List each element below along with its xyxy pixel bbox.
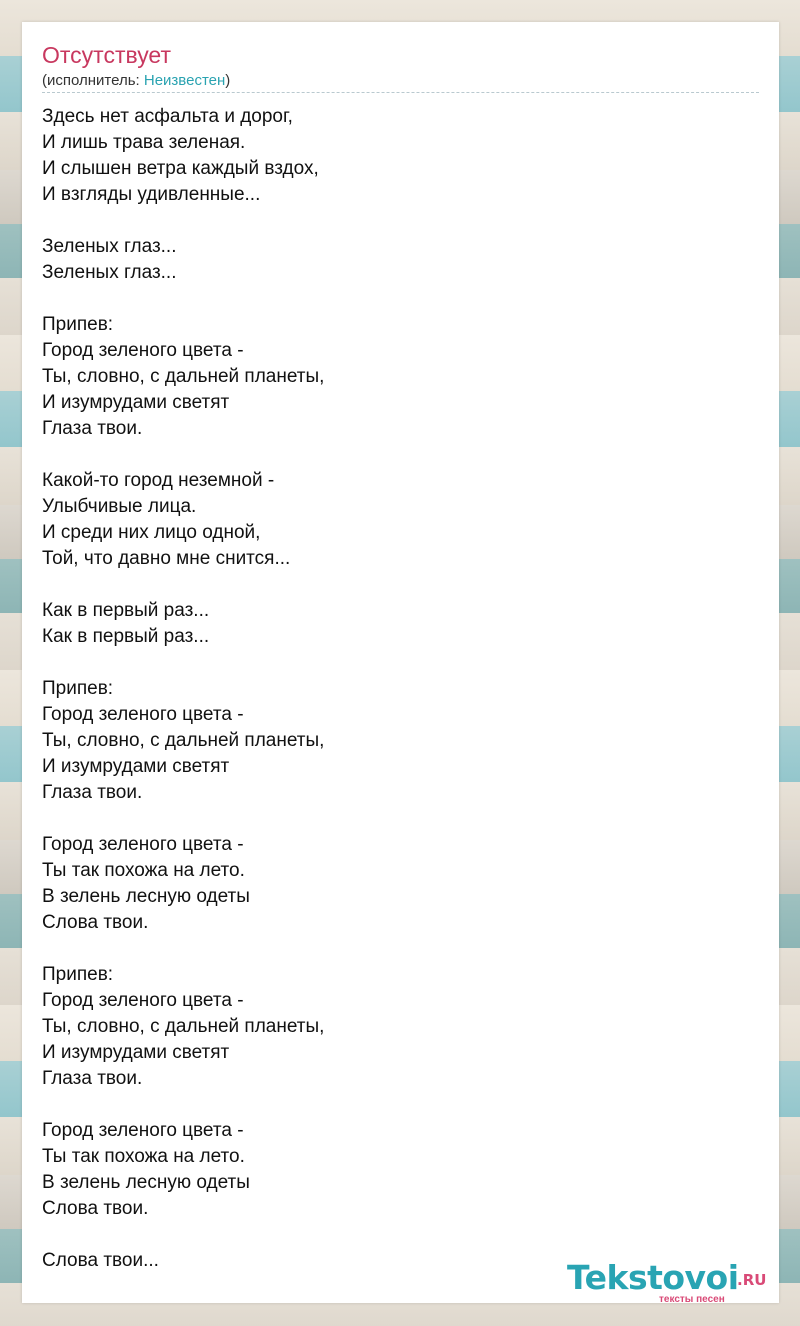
lyrics-line: И изумрудами светят — [42, 1042, 230, 1063]
logo-subtitle: тексты песен — [659, 1294, 725, 1305]
lyrics-line: Ты, словно, с дальней планеты, — [42, 1016, 325, 1037]
lyrics-stanza — [42, 104, 324, 208]
lyrics-line: Припев: — [42, 678, 114, 699]
lyrics-stanza — [42, 598, 324, 650]
lyrics-line: Глаза твои. — [42, 418, 143, 439]
lyrics-line: В зелень лесную одеты — [42, 1172, 250, 1193]
lyrics-line: И изумрудами светят — [42, 756, 230, 777]
lyrics-line: Город зеленого цвета - — [42, 704, 244, 725]
lyrics-line: И слышен ветра каждый вздох, — [42, 158, 319, 179]
lyrics-stanza — [42, 234, 324, 286]
lyrics-line: Той, что давно мне снится... — [42, 548, 291, 569]
logo-domain: .RU — [737, 1271, 767, 1289]
lyrics-stanza — [42, 312, 324, 442]
lyrics-line: И изумрудами светят — [42, 392, 230, 413]
lyrics-line: И среди них лицо одной, — [42, 522, 261, 543]
lyrics-line: Ты так похожа на лето. — [42, 1146, 245, 1167]
lyrics-line: Глаза твои. — [42, 782, 143, 803]
site-logo[interactable] — [567, 1258, 777, 1308]
lyrics-stanza — [42, 676, 324, 806]
lyrics-line: Зеленых глаз... — [42, 236, 177, 257]
song-title: Отсутствует — [42, 42, 171, 68]
lyrics-line: Припев: — [42, 314, 114, 335]
lyrics-line: Слова твои. — [42, 1198, 149, 1219]
lyrics-line: В зелень лесную одеты — [42, 886, 250, 907]
lyrics-stanza — [42, 962, 324, 1092]
logo-wordmark: Tekstovoi — [567, 1258, 739, 1297]
lyrics-line: Слова твои. — [42, 912, 149, 933]
lyrics-line: Как в первый раз... — [42, 600, 210, 621]
lyrics-line: Город зеленого цвета - — [42, 340, 244, 361]
lyrics-line: Город зеленого цвета - — [42, 834, 244, 855]
lyrics-line: И лишь трава зеленая. — [42, 132, 246, 153]
lyrics-line: Глаза твои. — [42, 1068, 143, 1089]
lyrics-line: Город зеленого цвета - — [42, 990, 244, 1011]
lyrics-line: Здесь нет асфальта и дорог, — [42, 106, 293, 127]
lyrics-line: Ты, словно, с дальней планеты, — [42, 366, 325, 387]
artist-suffix: ) — [225, 72, 231, 89]
artist-line — [42, 72, 230, 89]
lyrics-line: Слова твои... — [42, 1250, 159, 1271]
artist-link[interactable]: Неизвестен — [143, 72, 226, 89]
lyrics-stanza — [42, 1248, 324, 1274]
lyrics-line: Ты, словно, с дальней планеты, — [42, 730, 325, 751]
lyrics-text — [42, 104, 324, 1300]
lyrics-line: Ты так похожа на лето. — [42, 860, 245, 881]
lyrics-line: Как в первый раз... — [42, 626, 210, 647]
artist-prefix: (исполнитель: — [42, 72, 144, 89]
lyrics-stanza — [42, 1118, 324, 1222]
lyrics-stanza — [42, 832, 324, 936]
lyrics-stanza — [42, 468, 324, 572]
lyrics-line: И взгляды удивленные... — [42, 184, 261, 205]
lyrics-line: Какой-то город неземной - — [42, 470, 275, 491]
lyrics-line: Город зеленого цвета - — [42, 1120, 244, 1141]
lyrics-card — [22, 22, 779, 1303]
lyrics-line: Припев: — [42, 964, 114, 985]
lyrics-line: Зеленых глаз... — [42, 262, 177, 283]
lyrics-line: Улыбчивые лица. — [42, 496, 197, 517]
title-divider — [42, 92, 759, 93]
